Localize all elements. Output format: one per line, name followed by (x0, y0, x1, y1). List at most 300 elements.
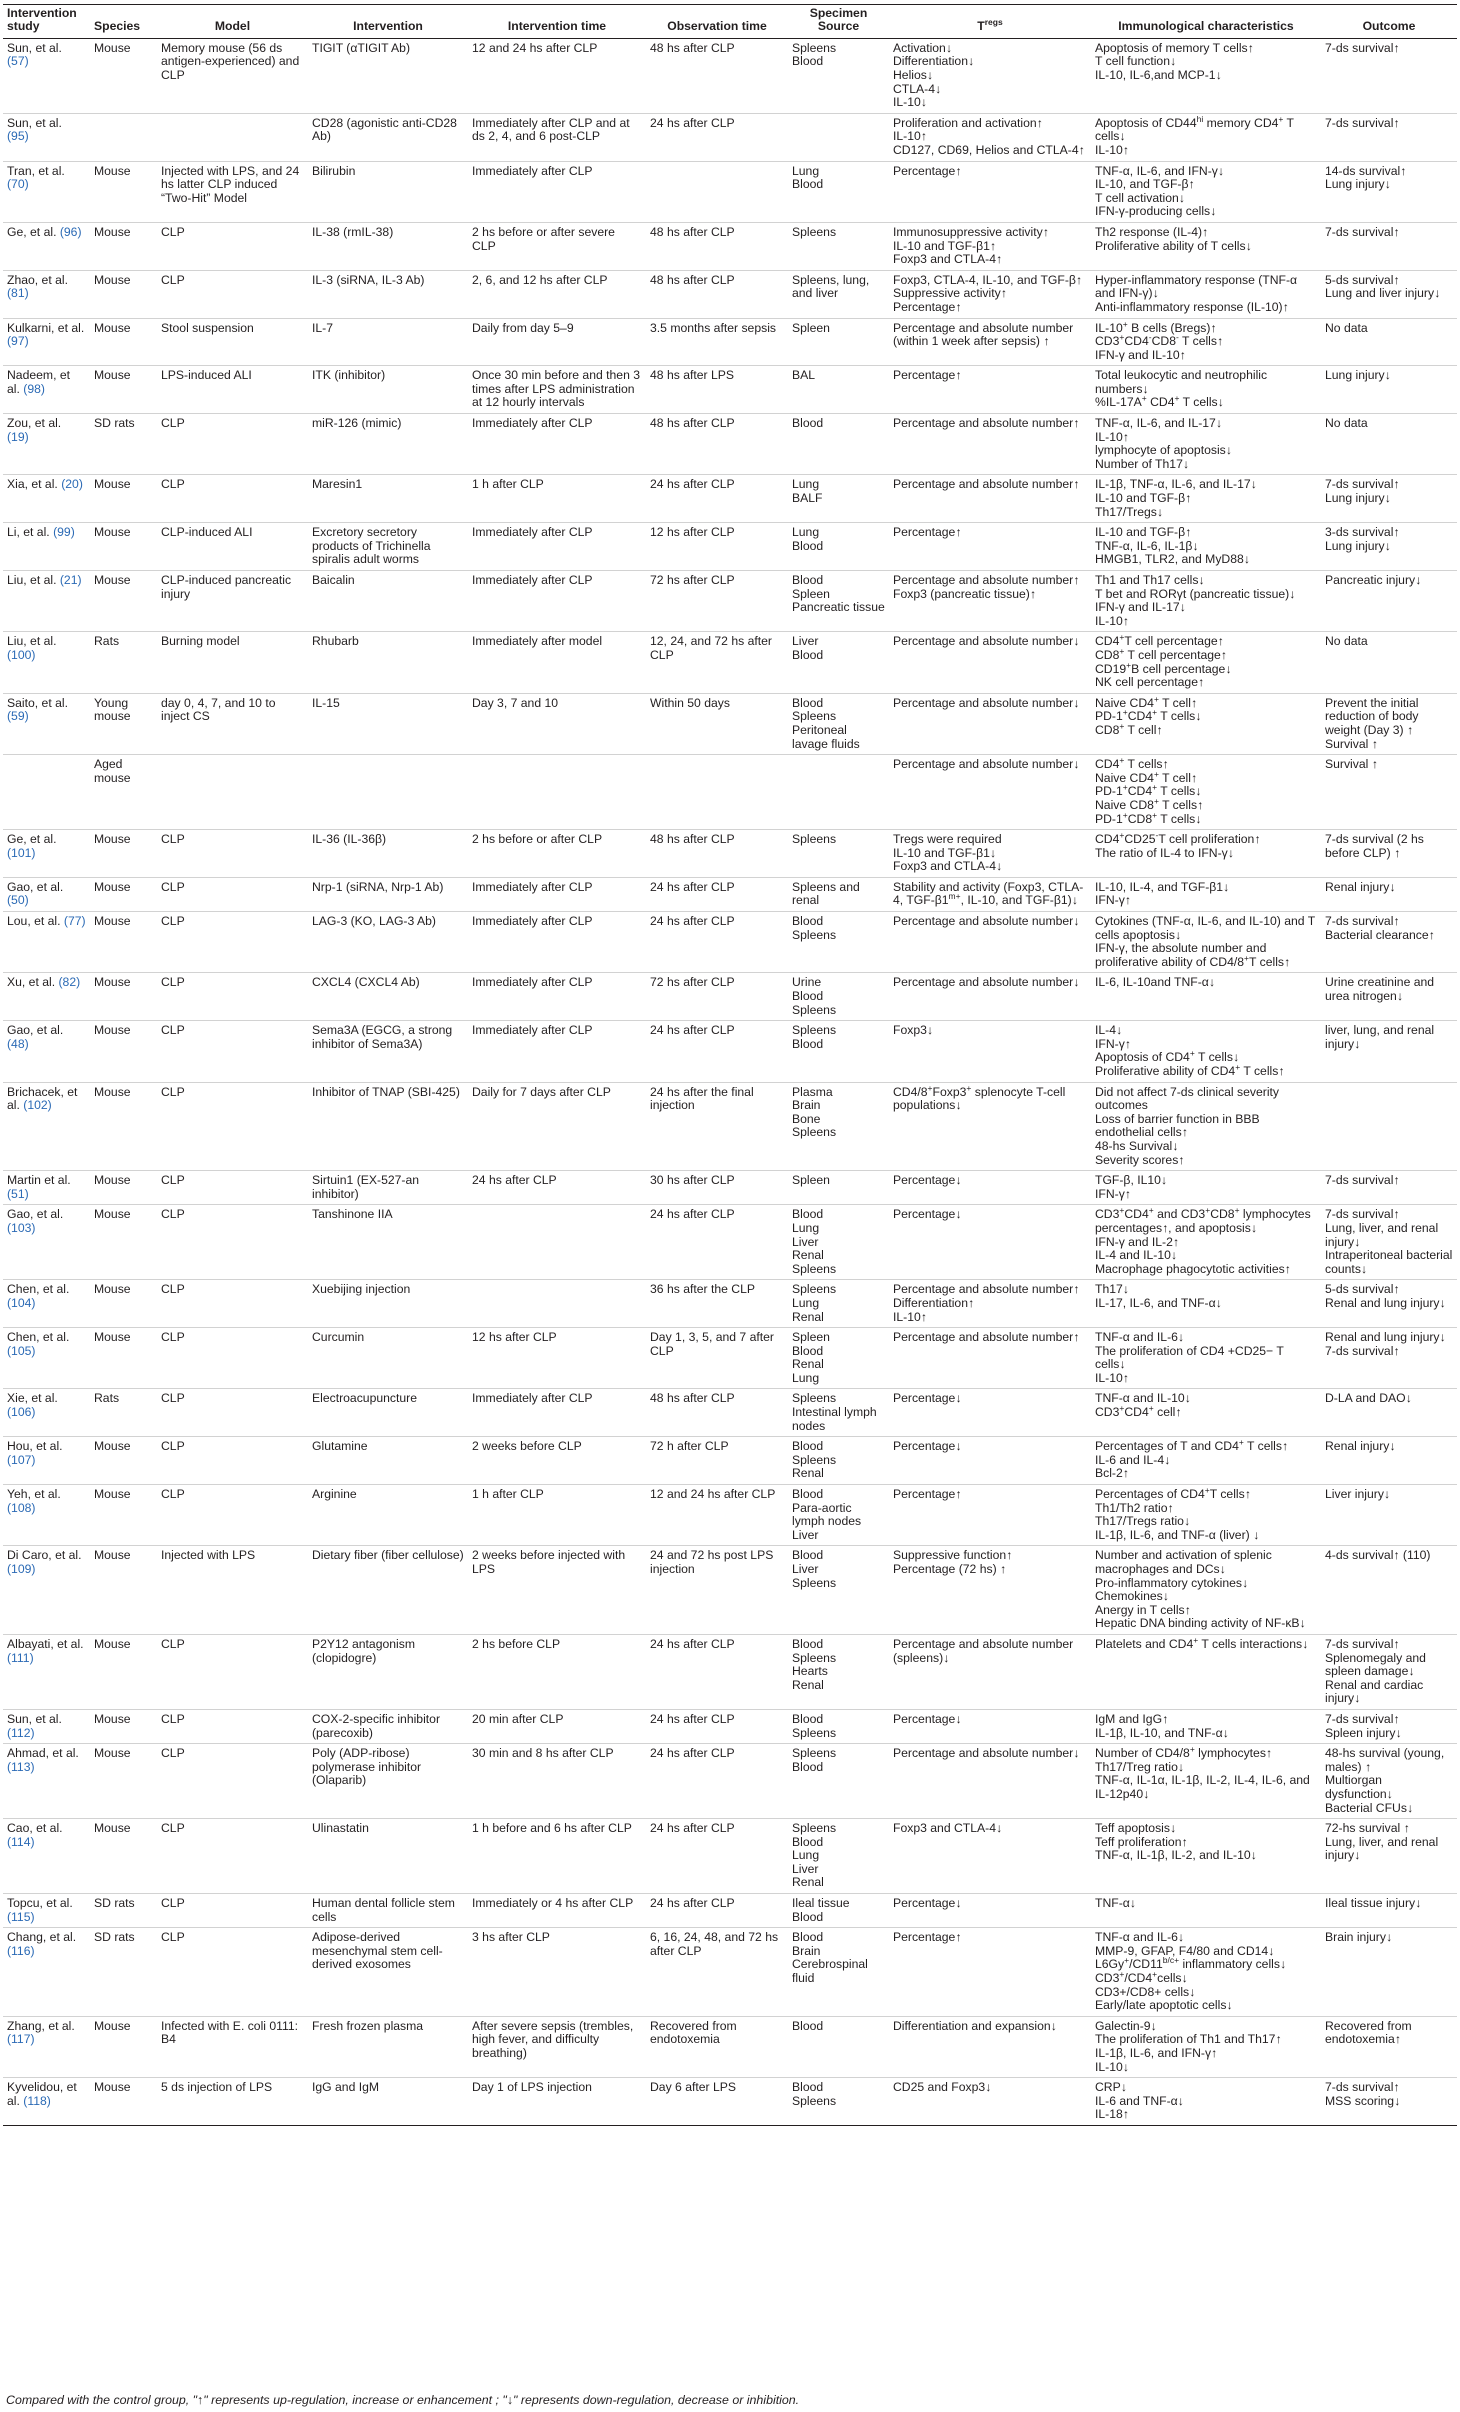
reference-link[interactable]: (115) (7, 1909, 35, 1924)
outcome-cell: Lung injury↓ (1321, 366, 1457, 414)
species-cell: SD rats (90, 414, 157, 475)
tregs-cell: Foxp3↓ (889, 1021, 1091, 1082)
observation-time-cell (646, 161, 788, 222)
table-row (3, 270, 1457, 318)
study-author: Sun, et al. (7, 40, 62, 55)
specimen-source-cell: Blood Spleens Renal (788, 1437, 889, 1485)
species-cell: Mouse (90, 475, 157, 523)
tregs-cell: Tregs were required IL-10 and TGF-β1↓ Foxp3 and CTLA-4↓ (889, 830, 1091, 878)
table-row (3, 1546, 1457, 1635)
table-footnote: Compared with the control group, "↑" represents up-regulation, increase or enhancement ; "↓" represents down-regulation, decrease or inhibition. (6, 2393, 800, 2407)
study-author: Ahmad, et al. (7, 1746, 79, 1761)
reference-link[interactable]: (113) (7, 1759, 35, 1774)
model-cell: CLP (157, 1205, 308, 1280)
table-row (3, 1634, 1457, 1709)
species-cell: Mouse (90, 1082, 157, 1171)
species-cell: Mouse (90, 1171, 157, 1205)
intervention-cell: Xuebijing injection (308, 1280, 468, 1328)
observation-time-cell (646, 755, 788, 830)
outcome-cell: 14-ds survival↑ Lung injury↓ (1321, 161, 1457, 222)
study-author: Zhang, et al. (7, 2018, 75, 2033)
reference-link[interactable]: (19) (7, 429, 29, 444)
table-row (3, 523, 1457, 571)
observation-time-cell: 24 and 72 hs post LPS injection (646, 1546, 788, 1635)
observation-time-cell: 24 hs after CLP (646, 113, 788, 161)
specimen-source-cell: Blood Para-aortic lymph nodes Liver (788, 1485, 889, 1546)
tregs-cell: Percentage and absolute number↓ (889, 973, 1091, 1021)
study-cell (3, 366, 90, 414)
observation-time-cell: 24 hs after CLP (646, 1205, 788, 1280)
table-row (3, 222, 1457, 270)
header-immunological-characteristics: Immunological characteristics (1091, 5, 1321, 39)
intervention-time-cell: 2 hs before or after severe CLP (468, 222, 646, 270)
model-cell: Burning model (157, 632, 308, 693)
study-cell (3, 1205, 90, 1280)
model-cell: CLP (157, 1894, 308, 1928)
model-cell: CLP (157, 1082, 308, 1171)
observation-time-cell: 48 hs after CLP (646, 1389, 788, 1437)
observation-time-cell: 24 hs after CLP (646, 877, 788, 911)
reference-link[interactable]: (104) (7, 1295, 36, 1310)
reference-link[interactable]: (102) (23, 1098, 52, 1113)
model-cell: CLP (157, 1328, 308, 1389)
immunological-cell: CD4+T cell percentage↑ CD8+ T cell percentage↑ CD19+B cell percentage↓ NK cell percentage↑ (1091, 632, 1321, 693)
table-row (3, 1021, 1457, 1082)
species-cell: Mouse (90, 1205, 157, 1280)
specimen-source-cell: Spleens and renal (788, 877, 889, 911)
intervention-time-cell: Immediately after CLP (468, 1021, 646, 1082)
intervention-time-cell (468, 1205, 646, 1280)
study-cell (3, 1171, 90, 1205)
model-cell (157, 755, 308, 830)
model-cell: CLP-induced pancreatic injury (157, 571, 308, 632)
reference-link[interactable]: (98) (23, 381, 45, 396)
model-cell: day 0, 4, 7, and 10 to inject CS (157, 693, 308, 754)
study-author: Kyvelidou, et al. (7, 2080, 77, 2108)
header-intervention-time: Intervention time (468, 5, 646, 39)
tregs-cell: Foxp3, CTLA-4, IL-10, and TGF-β↑ Suppressive activity↑ Percentage↑ (889, 270, 1091, 318)
outcome-cell: 7-ds survival↑ (1321, 38, 1457, 113)
tregs-cell: Percentage and absolute number (within 1 week after sepsis) ↑ (889, 318, 1091, 366)
model-cell: CLP (157, 1021, 308, 1082)
immunological-cell: IL-10, IL-4, and TGF-β1↓ IFN-γ↑ (1091, 877, 1321, 911)
intervention-cell: miR-126 (mimic) (308, 414, 468, 475)
table-row (3, 1485, 1457, 1546)
study-author: Tran, et al. (7, 163, 65, 178)
intervention-cell: IL-7 (308, 318, 468, 366)
tregs-cell: Percentage and absolute number↑ (889, 1328, 1091, 1389)
tregs-cell: Differentiation and expansion↓ (889, 2016, 1091, 2077)
table-row (3, 632, 1457, 693)
model-cell: CLP (157, 270, 308, 318)
study-cell (3, 1082, 90, 1171)
study-cell (3, 1485, 90, 1546)
tregs-cell: Percentage and absolute number (spleens)↓ (889, 1634, 1091, 1709)
immunological-cell: TNF-α, IL-6, and IL-17↓ IL-10↑ lymphocyte of apoptosis↓ Number of Th17↓ (1091, 414, 1321, 475)
immunological-cell: Cytokines (TNF-α, IL-6, and IL-10) and T cells apoptosis↓ IFN-γ, the absolute number and proliferative ability of CD4/8+T cells↑ (1091, 912, 1321, 973)
species-cell: Mouse (90, 1634, 157, 1709)
model-cell: CLP (157, 414, 308, 475)
model-cell: CLP-induced ALI (157, 523, 308, 571)
tregs-cell: Percentage↓ (889, 1709, 1091, 1743)
reference-link[interactable]: (101) (7, 845, 36, 860)
outcome-cell: 7-ds survival↑ Splenomegaly and spleen damage↓ Renal and cardiac injury↓ (1321, 1634, 1457, 1709)
outcome-cell: 7-ds survival↑ (1321, 222, 1457, 270)
immunological-cell: Hyper-inflammatory response (TNF-α and IFN-γ)↓ Anti-inflammatory response (IL-10)↑ (1091, 270, 1321, 318)
header-model: Model (157, 5, 308, 39)
intervention-cell: Electroacupuncture (308, 1389, 468, 1437)
reference-link[interactable]: (95) (7, 129, 29, 144)
table-row (3, 912, 1457, 973)
specimen-source-cell (788, 755, 889, 830)
immunological-cell: Percentages of T and CD4+ T cells↑ IL-6 and IL-4↓ Bcl-2↑ (1091, 1437, 1321, 1485)
intervention-time-cell: 30 min and 8 hs after CLP (468, 1744, 646, 1819)
intervention-time-cell: 2 hs before or after CLP (468, 830, 646, 878)
model-cell: Infected with E. coli 0111: B4 (157, 2016, 308, 2077)
study-author: Sun, et al. (7, 115, 62, 130)
reference-link[interactable]: (51) (7, 1186, 29, 1201)
study-author: Liu, et al. (7, 634, 57, 649)
intervention-time-cell: 2 hs before CLP (468, 1634, 646, 1709)
study-cell (3, 161, 90, 222)
observation-time-cell: 72 hs after CLP (646, 571, 788, 632)
study-cell (3, 877, 90, 911)
table-row (3, 877, 1457, 911)
intervention-cell: P2Y12 antagonism (clopidogre) (308, 1634, 468, 1709)
observation-time-cell: 3.5 months after sepsis (646, 318, 788, 366)
table-body (3, 38, 1457, 2125)
study-author: Lou, et al. (7, 914, 64, 929)
header-specimen-source: Specimen Source (788, 5, 889, 39)
table-row (3, 1205, 1457, 1280)
reference-link[interactable]: (108) (7, 1500, 36, 1515)
tregs-cell: Percentage↑ (889, 1928, 1091, 2017)
specimen-source-cell: Blood Brain Cerebrospinal fluid (788, 1928, 889, 2017)
intervention-time-cell: 2 weeks before CLP (468, 1437, 646, 1485)
reference-link[interactable]: (105) (7, 1343, 36, 1358)
intervention-cell: Tanshinone IIA (308, 1205, 468, 1280)
observation-time-cell: 48 hs after LPS (646, 366, 788, 414)
tregs-cell: Immunosuppressive activity↑ IL-10 and TGF-β1↑ Foxp3 and CTLA-4↑ (889, 222, 1091, 270)
specimen-source-cell: Plasma Brain Bone Spleens (788, 1082, 889, 1171)
specimen-source-cell: Spleens Blood (788, 38, 889, 113)
intervention-time-cell: Immediately after CLP (468, 1389, 646, 1437)
header-tregs: $T^{regs}$ (889, 5, 1091, 39)
observation-time-cell: 24 hs after CLP (646, 1709, 788, 1743)
study-cell (3, 222, 90, 270)
immunological-cell: TGF-β, IL10↓ IFN-γ↑ (1091, 1171, 1321, 1205)
intervention-time-cell: 20 min after CLP (468, 1709, 646, 1743)
reference-link[interactable]: (57) (7, 54, 29, 69)
specimen-source-cell: Blood Spleens (788, 1709, 889, 1743)
intervention-time-cell: Daily from day 5–9 (468, 318, 646, 366)
species-cell: Mouse (90, 366, 157, 414)
intervention-time-cell: Immediately after CLP (468, 973, 646, 1021)
reference-link[interactable]: (81) (7, 286, 29, 301)
table-row (3, 973, 1457, 1021)
species-cell: Mouse (90, 1437, 157, 1485)
intervention-time-cell: 12 and 24 hs after CLP (468, 38, 646, 113)
study-cell (3, 1328, 90, 1389)
results-table (3, 4, 1457, 2126)
reference-link[interactable]: (114) (7, 1834, 35, 1849)
species-cell: Mouse (90, 1328, 157, 1389)
reference-link[interactable]: (117) (7, 2032, 35, 2047)
observation-time-cell: 24 hs after CLP (646, 1021, 788, 1082)
study-author: Ge, et al. (7, 832, 57, 847)
intervention-time-cell: 2, 6, and 12 hs after CLP (468, 270, 646, 318)
immunological-cell: Platelets and CD4+ T cells interactions↓ (1091, 1634, 1321, 1709)
model-cell: CLP (157, 1171, 308, 1205)
study-author: Gao, et al. (7, 1023, 64, 1038)
reference-link[interactable]: (59) (7, 709, 29, 724)
immunological-cell: Th1 and Th17 cells↓ T bet and RORγt (pancreatic tissue)↓ IFN-γ and IL-17↓ IL-10↑ (1091, 571, 1321, 632)
model-cell: CLP (157, 1819, 308, 1894)
reference-link[interactable]: (70) (7, 177, 29, 192)
reference-link[interactable]: (116) (7, 1943, 35, 1958)
table-row (3, 475, 1457, 523)
specimen-source-cell: Lung BALF (788, 475, 889, 523)
study-author: Ge, et al. (7, 224, 60, 239)
reference-link[interactable]: (112) (7, 1725, 35, 1740)
study-author: Nadeem, et al. (7, 368, 71, 396)
model-cell: LPS-induced ALI (157, 366, 308, 414)
study-author: Zou, et al. (7, 416, 62, 431)
specimen-source-cell: Spleens Blood (788, 1021, 889, 1082)
study-author: Li, et al. (7, 525, 54, 540)
intervention-time-cell: Immediately after CLP (468, 571, 646, 632)
outcome-cell: No data (1321, 414, 1457, 475)
intervention-cell: COX-2-specific inhibitor (parecoxib) (308, 1709, 468, 1743)
observation-time-cell: Day 1, 3, 5, and 7 after CLP (646, 1328, 788, 1389)
study-cell (3, 1709, 90, 1743)
observation-time-cell: 24 hs after CLP (646, 912, 788, 973)
tregs-cell: Activation↓ Differentiation↓ Helios↓ CTLA-4↓ IL-10↓ (889, 38, 1091, 113)
table-row (3, 366, 1457, 414)
species-cell: Mouse (90, 38, 157, 113)
species-cell: Mouse (90, 523, 157, 571)
intervention-cell: Dietary fiber (fiber cellulose) (308, 1546, 468, 1635)
specimen-source-cell: Blood (788, 2016, 889, 2077)
study-author: Topcu, et al. (7, 1896, 73, 1911)
observation-time-cell: 48 hs after CLP (646, 414, 788, 475)
immunological-cell: Number of CD4/8+ lymphocytes↑ Th17/Treg ratio↓ TNF-α, IL-1α, IL-1β, IL-2, IL-4, IL-6, and IL-12p40↓ (1091, 1744, 1321, 1819)
immunological-cell: CRP↓ IL-6 and TNF-α↓ IL-18↑ (1091, 2078, 1321, 2126)
reference-link[interactable]: (99) (53, 525, 75, 540)
species-cell: Mouse (90, 912, 157, 973)
intervention-time-cell: 1 h after CLP (468, 1485, 646, 1546)
intervention-time-cell: Immediately after CLP (468, 912, 646, 973)
reference-link[interactable]: (106) (7, 1405, 36, 1420)
specimen-source-cell: Ileal tissue Blood (788, 1894, 889, 1928)
study-cell (3, 1744, 90, 1819)
species-cell: Rats (90, 1389, 157, 1437)
species-cell: Mouse (90, 161, 157, 222)
reference-link[interactable]: (82) (58, 975, 81, 990)
reference-link[interactable]: (21) (59, 573, 82, 587)
species-cell: Young mouse (90, 693, 157, 754)
species-cell (90, 113, 157, 161)
species-cell: Mouse (90, 1546, 157, 1635)
intervention-cell: Inhibitor of TNAP (SBI-425) (308, 1082, 468, 1171)
table-row (3, 1082, 1457, 1171)
specimen-source-cell: Spleen (788, 1171, 889, 1205)
study-cell (3, 1437, 90, 1485)
specimen-source-cell: Spleens Lung Renal (788, 1280, 889, 1328)
outcome-cell: No data (1321, 632, 1457, 693)
immunological-cell: TNF-α, IL-6, and IFN-γ↓ IL-10, and TGF-β↑ T cell activation↓ IFN-γ-producing cells↓ (1091, 161, 1321, 222)
model-cell: Memory mouse (56 ds antigen-experienced) and CLP (157, 38, 308, 113)
observation-time-cell: 24 hs after CLP (646, 1819, 788, 1894)
species-cell: Mouse (90, 222, 157, 270)
model-cell: CLP (157, 1709, 308, 1743)
table-row (3, 1171, 1457, 1205)
specimen-source-cell: Spleens Intestinal lymph nodes (788, 1389, 889, 1437)
tregs-cell: Suppressive function↑ Percentage (72 hs) ↑ (889, 1546, 1091, 1635)
intervention-time-cell: 2 weeks before injected with LPS (468, 1546, 646, 1635)
study-author: Di Caro, et al. (7, 1548, 82, 1563)
immunological-cell: Did not affect 7-ds clinical severity outcomes Loss of barrier function in BBB endothelial cells↑ 48-hs Survival↓ Severity scores↑ (1091, 1082, 1321, 1171)
tregs-cell: Percentage and absolute number↓ (889, 693, 1091, 754)
intervention-cell: Rhubarb (308, 632, 468, 693)
outcome-cell: Pancreatic injury↓ (1321, 571, 1457, 632)
outcome-cell: 48-hs survival (young, males) ↑ Multiorgan dysfunction↓ Bacterial CFUs↓ (1321, 1744, 1457, 1819)
specimen-source-cell: Urine Blood Spleens (788, 973, 889, 1021)
model-cell: CLP (157, 1928, 308, 2017)
reference-link[interactable]: (77) (63, 914, 86, 929)
species-cell: Mouse (90, 270, 157, 318)
observation-time-cell: 12, 24, and 72 hs after CLP (646, 632, 788, 693)
tregs-cell: Percentage↓ (889, 1437, 1091, 1485)
study-author: Liu, et al. (7, 573, 60, 587)
reference-link[interactable]: (96) (59, 224, 82, 239)
study-cell (3, 973, 90, 1021)
observation-time-cell: 48 hs after CLP (646, 222, 788, 270)
reference-link[interactable]: (109) (7, 1562, 36, 1576)
model-cell (157, 113, 308, 161)
table-row (3, 2016, 1457, 2077)
intervention-time-cell (468, 1280, 646, 1328)
intervention-time-cell: 1 h before and 6 hs after CLP (468, 1819, 646, 1894)
specimen-source-cell: Spleens (788, 222, 889, 270)
table-row (3, 2078, 1457, 2126)
immunological-cell: Percentages of CD4+T cells↑ Th1/Th2 ratio↑ Th17/Tregs ratio↓ IL-1β, IL-6, and TNF-α (liver) ↓ (1091, 1485, 1321, 1546)
observation-time-cell: Recovered from endotoxemia (646, 2016, 788, 2077)
study-author: Gao, et al. (7, 879, 64, 894)
immunological-cell: TNF-α↓ (1091, 1894, 1321, 1928)
reference-link[interactable]: (20) (61, 477, 83, 492)
model-cell: CLP (157, 1485, 308, 1546)
model-cell: CLP (157, 1744, 308, 1819)
immunological-cell: CD4+ T cells↑ Naive CD4+ T cell↑ PD-1+CD4+ T cells↓ Naive CD8+ T cells↑ PD-1+CD8+ T cells↓ (1091, 755, 1321, 830)
outcome-cell: 5-ds survival↑ Lung and liver injury↓ (1321, 270, 1457, 318)
table-row (3, 161, 1457, 222)
reference-link[interactable]: (97) (7, 334, 29, 349)
model-cell: CLP (157, 1634, 308, 1709)
table-row (3, 1744, 1457, 1819)
study-author: Saito, et al. (7, 695, 68, 710)
species-cell: Mouse (90, 877, 157, 911)
intervention-time-cell: Immediately after model (468, 632, 646, 693)
specimen-source-cell: Spleens (788, 830, 889, 878)
species-cell: Mouse (90, 1280, 157, 1328)
reference-link[interactable]: (100) (7, 647, 36, 662)
tregs-cell: Percentage and absolute number↓ (889, 632, 1091, 693)
reference-link[interactable]: (50) (7, 893, 29, 908)
intervention-cell: Ulinastatin (308, 1819, 468, 1894)
observation-time-cell: 24 hs after CLP (646, 1744, 788, 1819)
tregs-cell: Percentage and absolute number↑ Differentiation↑ IL-10↑ (889, 1280, 1091, 1328)
table-row (3, 830, 1457, 878)
model-cell: CLP (157, 877, 308, 911)
outcome-cell: 7-ds survival↑ Spleen injury↓ (1321, 1709, 1457, 1743)
outcome-cell: Recovered from endotoxemia↑ (1321, 2016, 1457, 2077)
study-cell (3, 2078, 90, 2126)
specimen-source-cell: BAL (788, 366, 889, 414)
model-cell: CLP (157, 912, 308, 973)
study-cell (3, 1819, 90, 1894)
table-row (3, 113, 1457, 161)
tregs-cell: Percentage and absolute number↓ (889, 912, 1091, 973)
outcome-cell: 7-ds survival↑ Lung injury↓ (1321, 475, 1457, 523)
study-cell (3, 2016, 90, 2077)
reference-link[interactable]: (118) (23, 2093, 51, 2108)
tregs-cell: CD4/8+Foxp3+ splenocyte T-cell populations↓ (889, 1082, 1091, 1171)
outcome-cell: Ileal tissue injury↓ (1321, 1894, 1457, 1928)
specimen-source-cell: Spleens Blood Lung Liver Renal (788, 1819, 889, 1894)
tregs-cell: Percentage and absolute number↑ (889, 475, 1091, 523)
study-author: Cao, et al. (7, 1821, 63, 1836)
model-cell: CLP (157, 1280, 308, 1328)
species-cell: Mouse (90, 2016, 157, 2077)
study-author: Sun, et al. (7, 1711, 62, 1726)
tregs-cell: CD25 and Foxp3↓ (889, 2078, 1091, 2126)
immunological-cell: Th2 response (IL-4)↑ Proliferative ability of T cells↓ (1091, 222, 1321, 270)
study-author: Xia, et al. (7, 477, 62, 492)
reference-link[interactable]: (48) (7, 1036, 29, 1051)
intervention-cell: Fresh frozen plasma (308, 2016, 468, 2077)
study-author: Xie, et al. (7, 1391, 58, 1406)
outcome-cell: Liver injury↓ (1321, 1485, 1457, 1546)
reference-link[interactable]: (107) (7, 1452, 36, 1467)
intervention-cell: Adipose-derived mesenchymal stem cell-derived exosomes (308, 1928, 468, 2017)
model-cell: CLP (157, 830, 308, 878)
tregs-cell: Percentage and absolute number↓ (889, 755, 1091, 830)
observation-time-cell: Within 50 days (646, 693, 788, 754)
intervention-cell: IL-15 (308, 693, 468, 754)
immunological-cell: IL-6, IL-10and TNF-α↓ (1091, 973, 1321, 1021)
table-row (3, 1437, 1457, 1485)
study-cell (3, 632, 90, 693)
study-cell (3, 1546, 90, 1635)
intervention-time-cell: Immediately after CLP (468, 523, 646, 571)
intervention-cell: Baicalin (308, 571, 468, 632)
table-row (3, 693, 1457, 754)
specimen-source-cell: Spleens Blood (788, 1744, 889, 1819)
reference-link[interactable]: (103) (7, 1220, 36, 1235)
species-cell: Mouse (90, 1485, 157, 1546)
specimen-source-cell: Blood Lung Liver Renal Spleens (788, 1205, 889, 1280)
tregs-cell: Foxp3 and CTLA-4↓ (889, 1819, 1091, 1894)
intervention-time-cell: Immediately after CLP (468, 414, 646, 475)
intervention-cell: Sirtuin1 (EX-527-an inhibitor) (308, 1171, 468, 1205)
immunological-cell: Apoptosis of memory T cells↑ T cell function↓ IL-10, IL-6,and MCP-1↓ (1091, 38, 1321, 113)
table-row (3, 571, 1457, 632)
reference-link[interactable]: (111) (7, 1650, 34, 1665)
immunological-cell: TNF-α and IL-6↓ The proliferation of CD4 +CD25− T cells↓ IL-10↑ (1091, 1328, 1321, 1389)
observation-time-cell: 24 hs after CLP (646, 1894, 788, 1928)
immunological-cell: IL-1β, TNF-α, IL-6, and IL-17↓ IL-10 and TGF-β↑ Th17/Tregs↓ (1091, 475, 1321, 523)
